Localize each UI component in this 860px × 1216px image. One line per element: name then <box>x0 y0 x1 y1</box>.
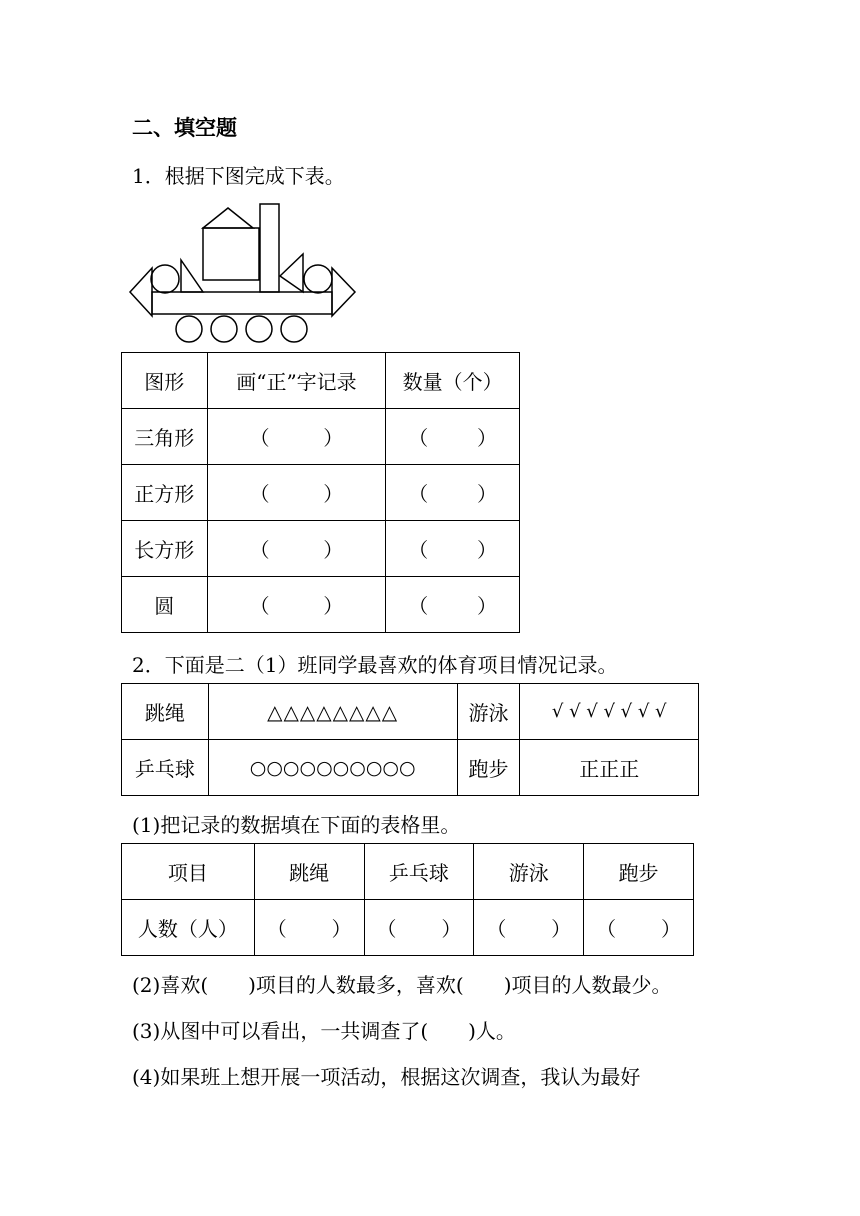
figure-tall-rectangle <box>260 204 279 292</box>
table-header-row <box>122 353 520 409</box>
count-blank-pingpong[interactable]: （ ） <box>364 900 474 956</box>
record-marks-jumprope: △△△△△△△△ <box>208 684 457 740</box>
sports-count-table <box>121 843 694 956</box>
figure-wheel-2 <box>211 316 237 342</box>
figure-triangle-left-deck <box>181 260 203 292</box>
figure-circle-right <box>304 265 332 293</box>
table-row <box>122 740 699 796</box>
figure-hull-rectangle <box>152 292 332 314</box>
header-pingpong: 乒乓球 <box>364 844 474 900</box>
count-blank[interactable]: （ ） <box>386 465 520 521</box>
question-2-prompt: 2．下面是二（1）班同学最喜欢的体育项目情况记录。 <box>132 653 618 677</box>
count-blank[interactable]: （ ） <box>386 409 520 465</box>
shape-count-table <box>121 352 520 633</box>
header-running: 跑步 <box>584 844 694 900</box>
figure-square <box>203 228 259 280</box>
row-label-people: 人数（人） <box>122 900 255 956</box>
sub-question-2: (2)喜欢( )项目的人数最多，喜欢( )项目的人数最少。 <box>132 973 672 997</box>
header-shape: 图形 <box>122 353 208 409</box>
figure-wheel-3 <box>246 316 272 342</box>
count-blank-swimming[interactable]: （ ） <box>474 900 584 956</box>
tally-blank[interactable]: （ ） <box>207 577 386 633</box>
record-label-jumprope: 跳绳 <box>122 684 209 740</box>
sub-question-1: (1)把记录的数据填在下面的表格里。 <box>132 813 461 837</box>
figure-wheel-4 <box>281 316 307 342</box>
table-row <box>122 900 694 956</box>
figure-triangle-top <box>203 208 253 228</box>
row-label-square: 正方形 <box>122 465 208 521</box>
figure-triangle-left-side <box>130 268 152 316</box>
tally-blank[interactable]: （ ） <box>207 465 386 521</box>
sub-question-3: (3)从图中可以看出，一共调查了( )人。 <box>132 1019 516 1043</box>
header-item: 项目 <box>122 844 255 900</box>
table-row <box>122 465 520 521</box>
record-marks-pingpong: ○○○○○○○○○○ <box>208 740 457 796</box>
sub-question-4: (4)如果班上想开展一项活动，根据这次调查，我认为最好 <box>132 1065 641 1089</box>
record-marks-running: 正正正 <box>520 740 699 796</box>
shape-figure <box>125 198 365 348</box>
row-label-circle: 圆 <box>122 577 208 633</box>
tally-blank[interactable]: （ ） <box>207 409 386 465</box>
table-row <box>122 684 699 740</box>
row-label-rectangle: 长方形 <box>122 521 208 577</box>
row-label-triangle: 三角形 <box>122 409 208 465</box>
record-label-swimming: 游泳 <box>457 684 520 740</box>
header-count: 数量（个） <box>386 353 520 409</box>
figure-triangle-right-side <box>332 268 355 316</box>
table-row <box>122 577 520 633</box>
count-blank[interactable]: （ ） <box>386 521 520 577</box>
count-blank-running[interactable]: （ ） <box>584 900 694 956</box>
tally-blank[interactable]: （ ） <box>207 521 386 577</box>
table-row <box>122 521 520 577</box>
count-blank-jumprope[interactable]: （ ） <box>254 900 364 956</box>
record-label-running: 跑步 <box>457 740 520 796</box>
section-title: 二、填空题 <box>132 116 237 140</box>
sports-record-table <box>121 683 699 796</box>
record-marks-swimming: √ √ √ √ √ √ √ <box>520 684 699 740</box>
table-row <box>122 409 520 465</box>
table-header-row <box>122 844 694 900</box>
count-blank[interactable]: （ ） <box>386 577 520 633</box>
question-1-prompt: 1．根据下图完成下表。 <box>132 164 345 188</box>
header-swimming: 游泳 <box>474 844 584 900</box>
header-tally: 画“正”字记录 <box>207 353 386 409</box>
figure-circle-left <box>151 265 179 293</box>
header-jumprope: 跳绳 <box>254 844 364 900</box>
figure-wheel-1 <box>176 316 202 342</box>
record-label-pingpong: 乒乓球 <box>122 740 209 796</box>
figure-triangle-right-deck <box>280 254 303 292</box>
